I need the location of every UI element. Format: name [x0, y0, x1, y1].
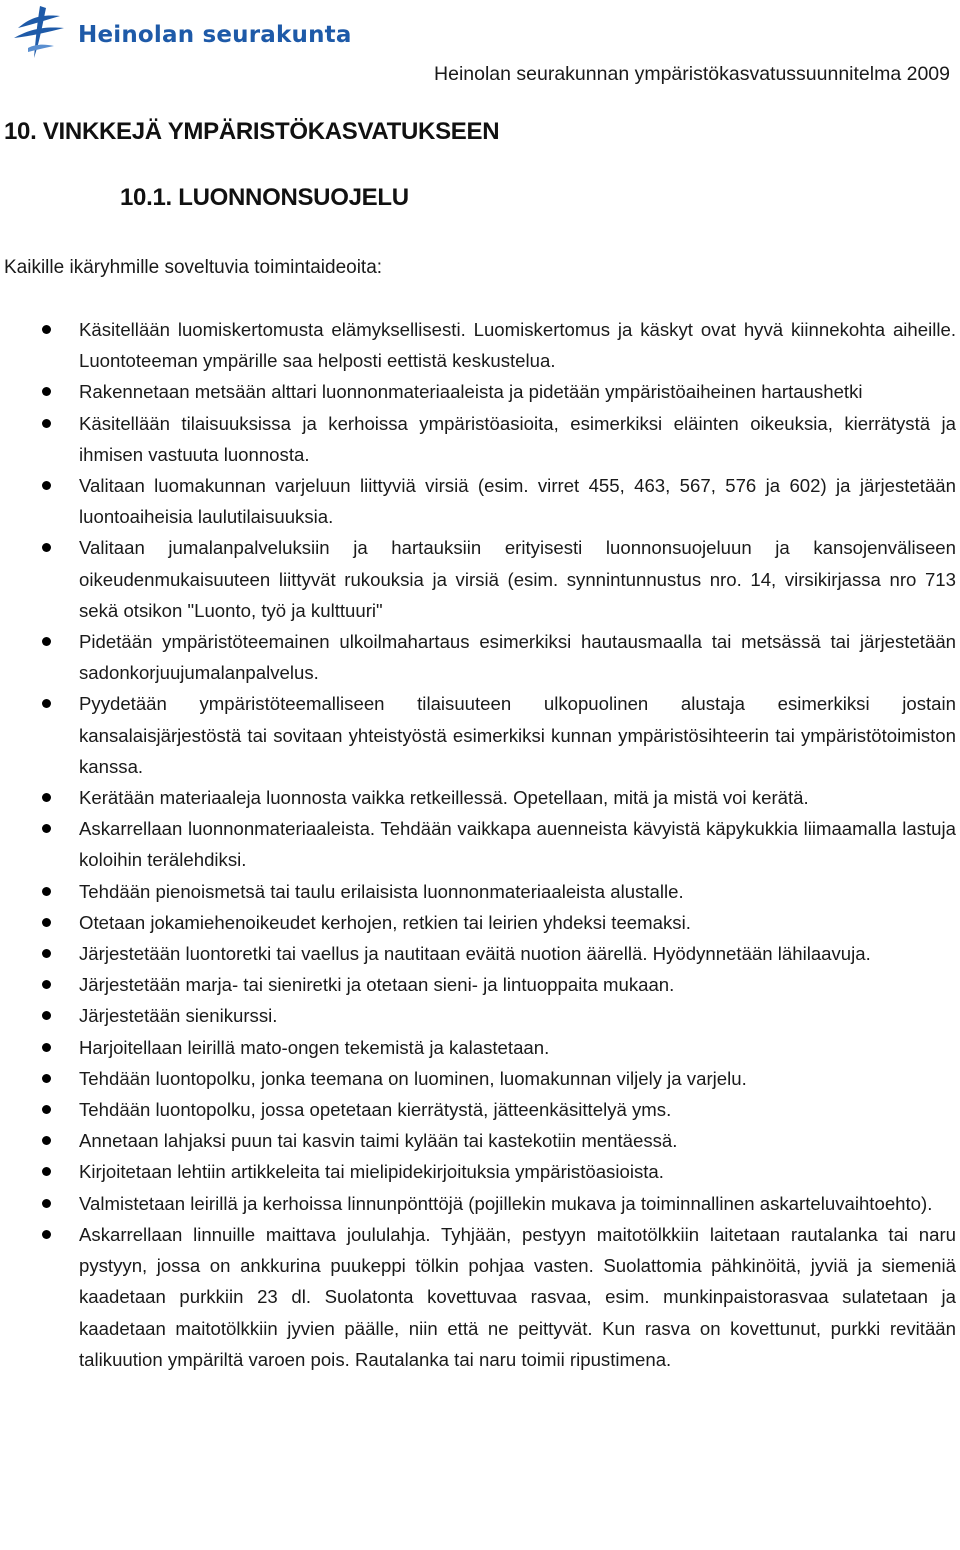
list-item [0, 1219, 960, 1375]
list-item [0, 1094, 960, 1125]
list-item [0, 376, 960, 407]
bullet-icon [42, 1167, 51, 1176]
list-item [0, 408, 960, 470]
bullet-icon [42, 1199, 51, 1208]
list-item-text: Askarrellaan luonnonmateriaaleista. Tehdään vaikkapa auenneista kävyistä käpykukkia liimaamalla lastuja koloihin terälehdiksi. [79, 818, 956, 871]
list-item-text: Harjoitellaan leirillä mato-ongen tekemistä ja kalastetaan. [79, 1036, 550, 1058]
list-item [0, 314, 960, 376]
list-item-text: Järjestetään sienikurssi. [79, 1005, 278, 1027]
list-item-text: Järjestetään luontoretki tai vaellus ja nautitaan eväitä nuotion äärellä. Hyödynnetään lähilaavuja. [79, 943, 871, 965]
bullet-icon [42, 918, 51, 927]
list-item-text: Tehdään luontopolku, jonka teemana on luominen, luomakunnan viljely ja varjelu. [79, 1067, 747, 1089]
bullet-icon [42, 1136, 51, 1145]
chapter-heading: 10. VINKKEJÄ YMPÄRISTÖKASVATUKSEEN [4, 118, 500, 145]
list-item [0, 969, 960, 1000]
list-item-text: Askarrellaan linnuille maittava joululahja. Tyhjään, pestyyn maitotölkkiin laitetaan rautalanka tai naru pystyyn, jossa on ankkurina puukeppi tölkin pohjaa vasten. Suolattomia pähkinöitä, jyviä ja siemeniä kaadetaan purkkiin 23 dl. Suolatonta kovettuvaa rasvaa, esim. munkinpaistorasvaa sulatetaan ja kaadetaan maitotölkkiin jyvien päälle, niin että ne peittyvät. Kun rasva on kovettunut, purkki revitään talikuution ympäriltä varoen pois. Rautalanka tai naru toimii ripustimena. [79, 1223, 956, 1370]
list-item [0, 1063, 960, 1094]
bullet-icon [42, 824, 51, 833]
bullet-icon [42, 793, 51, 802]
list-item [0, 876, 960, 907]
list-item [0, 813, 960, 875]
section-heading: 10.1. LUONNONSUOJELU [120, 184, 409, 211]
list-item [0, 782, 960, 813]
list-item [0, 688, 960, 782]
list-item-text: Käsitellään tilaisuuksissa ja kerhoissa ympäristöasioita, esimerkiksi eläinten oikeuksia, kierrätystä ja ihmisen vastuuta luonnosta. [79, 412, 956, 465]
list-item [0, 470, 960, 532]
list-item [0, 907, 960, 938]
bullet-icon [42, 1230, 51, 1239]
bullet-icon [42, 481, 51, 490]
bullet-icon [42, 1043, 51, 1052]
document-title: Heinolan seurakunnan ympäristökasvatussuunnitelma 2009 [434, 63, 950, 85]
list-item [0, 1032, 960, 1063]
bullet-icon [42, 980, 51, 989]
list-item [0, 626, 960, 688]
bullet-icon [42, 637, 51, 646]
list-item [0, 532, 960, 626]
list-item-text: Valitaan luomakunnan varjeluun liittyviä virsiä (esim. virret 455, 463, 567, 576 ja 602) ja järjestetään luontoaiheisia laulutilaisuuksia. [79, 475, 956, 528]
header-logo [10, 4, 352, 60]
bullet-icon [42, 1011, 51, 1020]
list-item-text: Valmistetaan leirillä ja kerhoissa linnunpönttöjä (pojillekin mukava ja toiminnallinen askarteluvaihtoehto). [79, 1192, 933, 1214]
bullet-icon [42, 325, 51, 334]
list-item-text: Järjestetään marja- tai sieniretki ja otetaan sieni- ja lintuoppaita mukaan. [79, 974, 675, 996]
bullet-icon [42, 887, 51, 896]
seurakunta-cross-logo-icon [10, 4, 68, 60]
bullet-icon [42, 699, 51, 708]
list-item-text: Annetaan lahjaksi puun tai kasvin taimi kylään tai kastekotiin mentäessä. [79, 1130, 678, 1152]
bullet-icon [42, 1074, 51, 1083]
logo-text: Heinolan seurakunta [78, 22, 352, 48]
list-item-text: Käsitellään luomiskertomusta elämyksellisesti. Luomiskertomus ja käskyt ovat hyvä kiinnekohta aiheille. Luontoteeman ympärille saa helposti eettistä keskustelua. [79, 319, 956, 372]
list-item-text: Kirjoitetaan lehtiin artikkeleita tai mielipidekirjoituksia ympäristöasioista. [79, 1161, 664, 1183]
list-item-text: Tehdään luontopolku, jossa opetetaan kierrätystä, jätteenkäsittelyä yms. [79, 1099, 672, 1121]
bullet-icon [42, 543, 51, 552]
bullet-icon [42, 949, 51, 958]
list-item [0, 1188, 960, 1219]
bullet-icon [42, 387, 51, 396]
bullet-icon [42, 419, 51, 428]
idea-list [0, 314, 960, 1375]
list-item [0, 1000, 960, 1031]
list-item-text: Valitaan jumalanpalveluksiin ja hartauksiin erityisesti luonnonsuojeluun ja kansojenväliseen oikeudenmukaisuuteen liittyvät rukouksia ja virsiä (esim. synnintunnustus nro. 14, virsikirjassa nro 713 sekä otsikon "Luonto, työ ja kulttuuri" [79, 537, 956, 621]
list-item-text: Rakennetaan metsään alttari luonnonmateriaaleista ja pidetään ympäristöaiheinen hartaushetki [79, 381, 863, 403]
intro-text: Kaikille ikäryhmille soveltuvia toimintaideoita: [4, 257, 383, 278]
list-item [0, 938, 960, 969]
list-item-text: Pidetään ympäristöteemainen ulkoilmahartaus esimerkiksi hautausmaalla tai metsässä tai järjestetään sadonkorjuujumalanpalvelus. [79, 631, 956, 684]
list-item-text: Tehdään pienoismetsä tai taulu erilaisista luonnonmateriaaleista alustalle. [79, 880, 684, 902]
bullet-icon [42, 1105, 51, 1114]
list-item [0, 1125, 960, 1156]
list-item-text: Kerätään materiaaleja luonnosta vaikka retkeillessä. Opetellaan, mitä ja mistä voi kerätä. [79, 787, 809, 809]
list-item-text: Pyydetään ympäristöteemalliseen tilaisuuteen ulkopuolinen alustaja esimerkiksi jostain kansalaisjärjestöstä tai sovitaan yhteistyöstä esimerkiksi kunnan ympäristösihteerin tai ympäristötoimiston kanssa. [79, 693, 956, 777]
list-item [0, 1156, 960, 1187]
list-item-text: Otetaan jokamiehenoikeudet kerhojen, retkien tai leirien yhdeksi teemaksi. [79, 911, 691, 933]
